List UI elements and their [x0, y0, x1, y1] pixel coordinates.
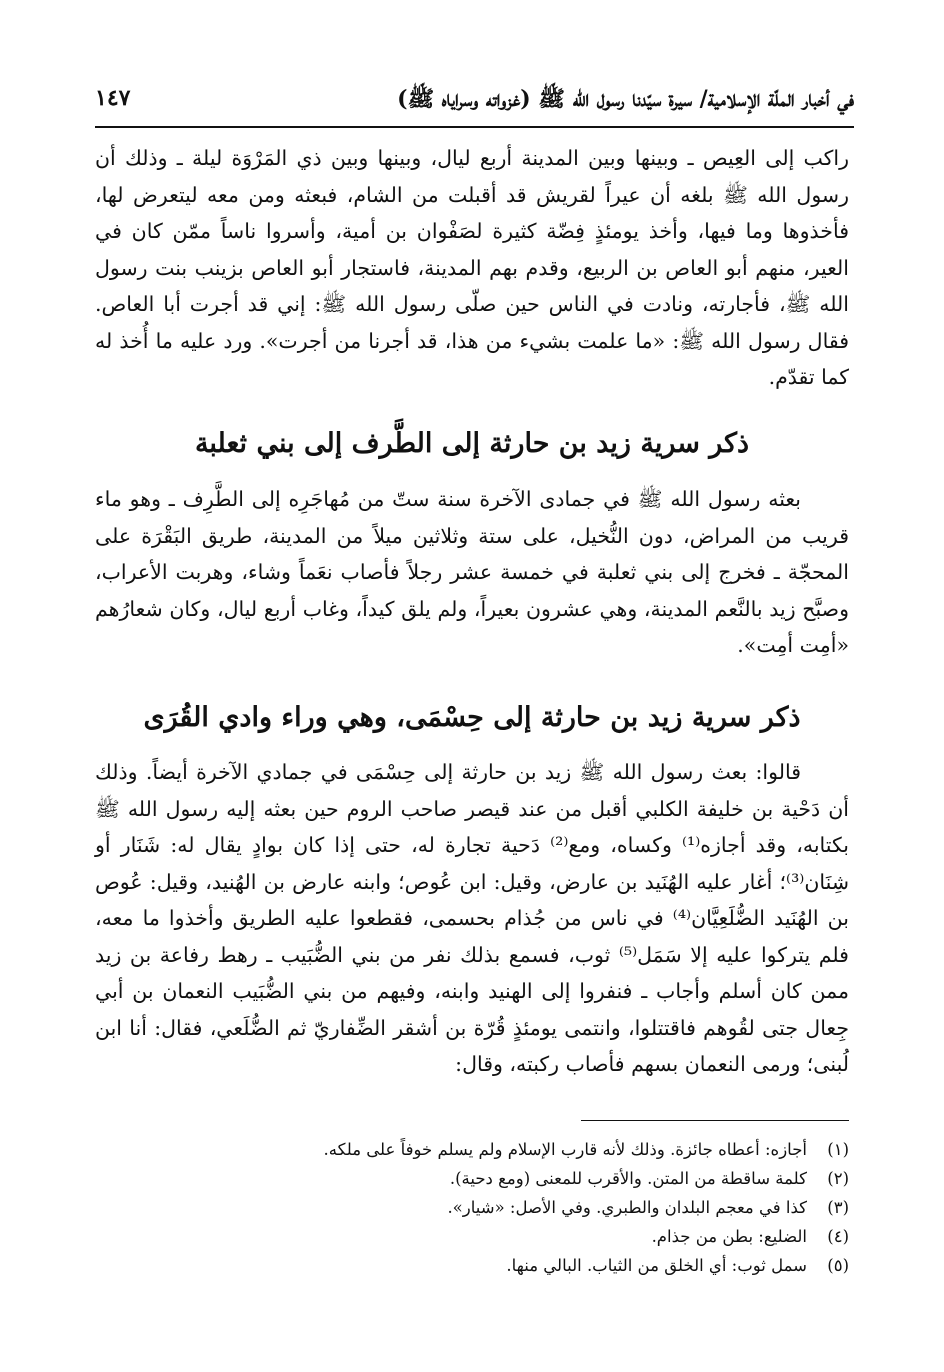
section-paragraph-hisma: قالوا: بعث رسول الله ﷺ زيد بن حارثة إلى حِسْمَى في جمادي الآخرة أيضاً. وذلك أن دَحْية بن خليفة الكلبي أقبل من عند قيصر صاحب الروم حين بعثه إليه رسول الله ﷺ بكتابه، وقد أجازه⁽¹⁾ وكساه، ومع⁽²⁾ دَحية تجارة له، حتى إذا كان بوادٍ يقال له: شَنَار أو شِنَان⁽³⁾؛ أغار عليه الهُنَيد بن عارض، وقيل: ابن عُوص؛ وابنه عارض بن الهُنيد، وقيل: عُوص بن الهُنَيد الضُّلَعِيَّان⁽⁴⁾ في ناس من جُذام بحسمى، فقطعوا عليه الطريق وأخذوا ما معه، فلم يتركوا عليه إلا سَمَل⁽⁵⁾ ثوب، فسمع بذلك نفر من بني الضُّبَيب ـ رهط رفاعة بن زيد ممن كان أسلم وأجاب ـ فنفروا إلى الهنيد وابنه، وفيهم من بني الضُّبَيب النعمان بن أبي جِعال جتى لقُوهم فاقتتلوا، وانتمى يومئذٍ قُرّة بن أشقر الضِّفاريّ ثم الضُّلَعي، فقال: أنا ابن لُبنى؛ ورمى النعمان بسهم فأصاب ركبته، وقال: — [95, 760, 849, 1076]
footnote-number: (١) — [827, 1140, 849, 1159]
header-rule — [95, 126, 854, 128]
footnote-item — [95, 1193, 849, 1222]
footnote-number: (٥) — [827, 1256, 849, 1275]
footnote-text: سمل ثوب: أي الخلق من الثياب. البالي منها. — [506, 1256, 807, 1275]
running-header — [95, 85, 854, 117]
footnote-text: الضليع: بطن من جذام. — [651, 1227, 807, 1246]
footnote-text: أجازه: أعطاه جائزة. وذلك لأنه قارب الإسلام ولم يسلم خوفاً على ملكه. — [323, 1140, 807, 1159]
intro-text-block — [95, 140, 849, 396]
footnote-number: (٤) — [827, 1227, 849, 1246]
section-text-block-hisma — [95, 754, 849, 1083]
header-title: في أخبار الملّة الإسلامية/ سيرة سيّدنا رسول الله ﷺ (غزواته وسراياه ﷺ) — [397, 86, 854, 112]
footnote-item — [95, 1135, 849, 1164]
section-paragraph-taraf: بعثه رسول الله ﷺ في جمادى الآخرة سنة ستّ من مُهاجَرِه إلى الطَّرِف ـ وهو ماء قريب من المراض، دون النُّخيل، على ستة وثلاثين ميلاً من المدينة، طريق البَقْرَة على المحجّة ـ فخرج إلى بني ثعلبة في خمسة عشر رجلاً فأصاب نعَماً وشاء، وهربت الأعراب، وصبَّح زيد بالنَّعم المدينة، وهي عشرون بعيراً، ولم يلق كيداً، وغاب أربع ليال، وكان شعارُهم «أمِت أمِت». — [95, 487, 849, 657]
footnotes — [95, 1135, 849, 1280]
section-text-block-taraf — [95, 481, 849, 664]
footnote-number: (٣) — [827, 1198, 849, 1217]
section-heading-taraf: ذكر سرية زيد بن حارثة إلى الطَّرف إلى بني ثعلبة — [194, 428, 750, 459]
footnote-text: كذا في معجم البلدان والطبري. وفي الأصل: «شيار». — [447, 1198, 807, 1217]
footnote-text: كلمة ساقطة من المتن. والأقرب للمعنى (ومع دحية). — [449, 1169, 807, 1188]
section-heading-hisma: ذكر سرية زيد بن حارثة إلى حِسْمَى، وهي وراء وادي القُرَى — [143, 702, 801, 733]
intro-paragraph: راكب إلى العِيص ـ وبينها وبين المدينة أربع ليال، وبينها وبين ذي المَرْوَة ليلة ـ وذلك أن رسول الله ﷺ بلغه أن عيراً لقريش قد أقبلت من الشام، فبعثه ومن معه ليتعرض لها، فأخذوها وما فيها، وأخذ يومئذٍ فِضّة كثيرة لصَفْوان بن أمية، وأسروا ناساً ممّن كان في العير، منهم أبو العاص بن الربيع، وقدم بهم المدينة، فاستجار أبو العاص بزينب بنت رسول الله ﷺ، فأجارته، ونادت في الناس حين صلّى رسول الله ﷺ: إني قد أجرت أبا العاص. فقال رسول الله ﷺ: «ما علمت بشيء من هذا، قد أجرنا من أجرت». ورد عليه ما أُخذ له كما تقدّم. — [95, 146, 849, 389]
footnote-number: (٢) — [827, 1169, 849, 1188]
footnote-separator — [581, 1120, 849, 1121]
footnote-item — [95, 1222, 849, 1251]
footnote-item — [95, 1164, 849, 1193]
page-number: ١٤٧ — [95, 85, 131, 111]
footnote-item — [95, 1251, 849, 1280]
